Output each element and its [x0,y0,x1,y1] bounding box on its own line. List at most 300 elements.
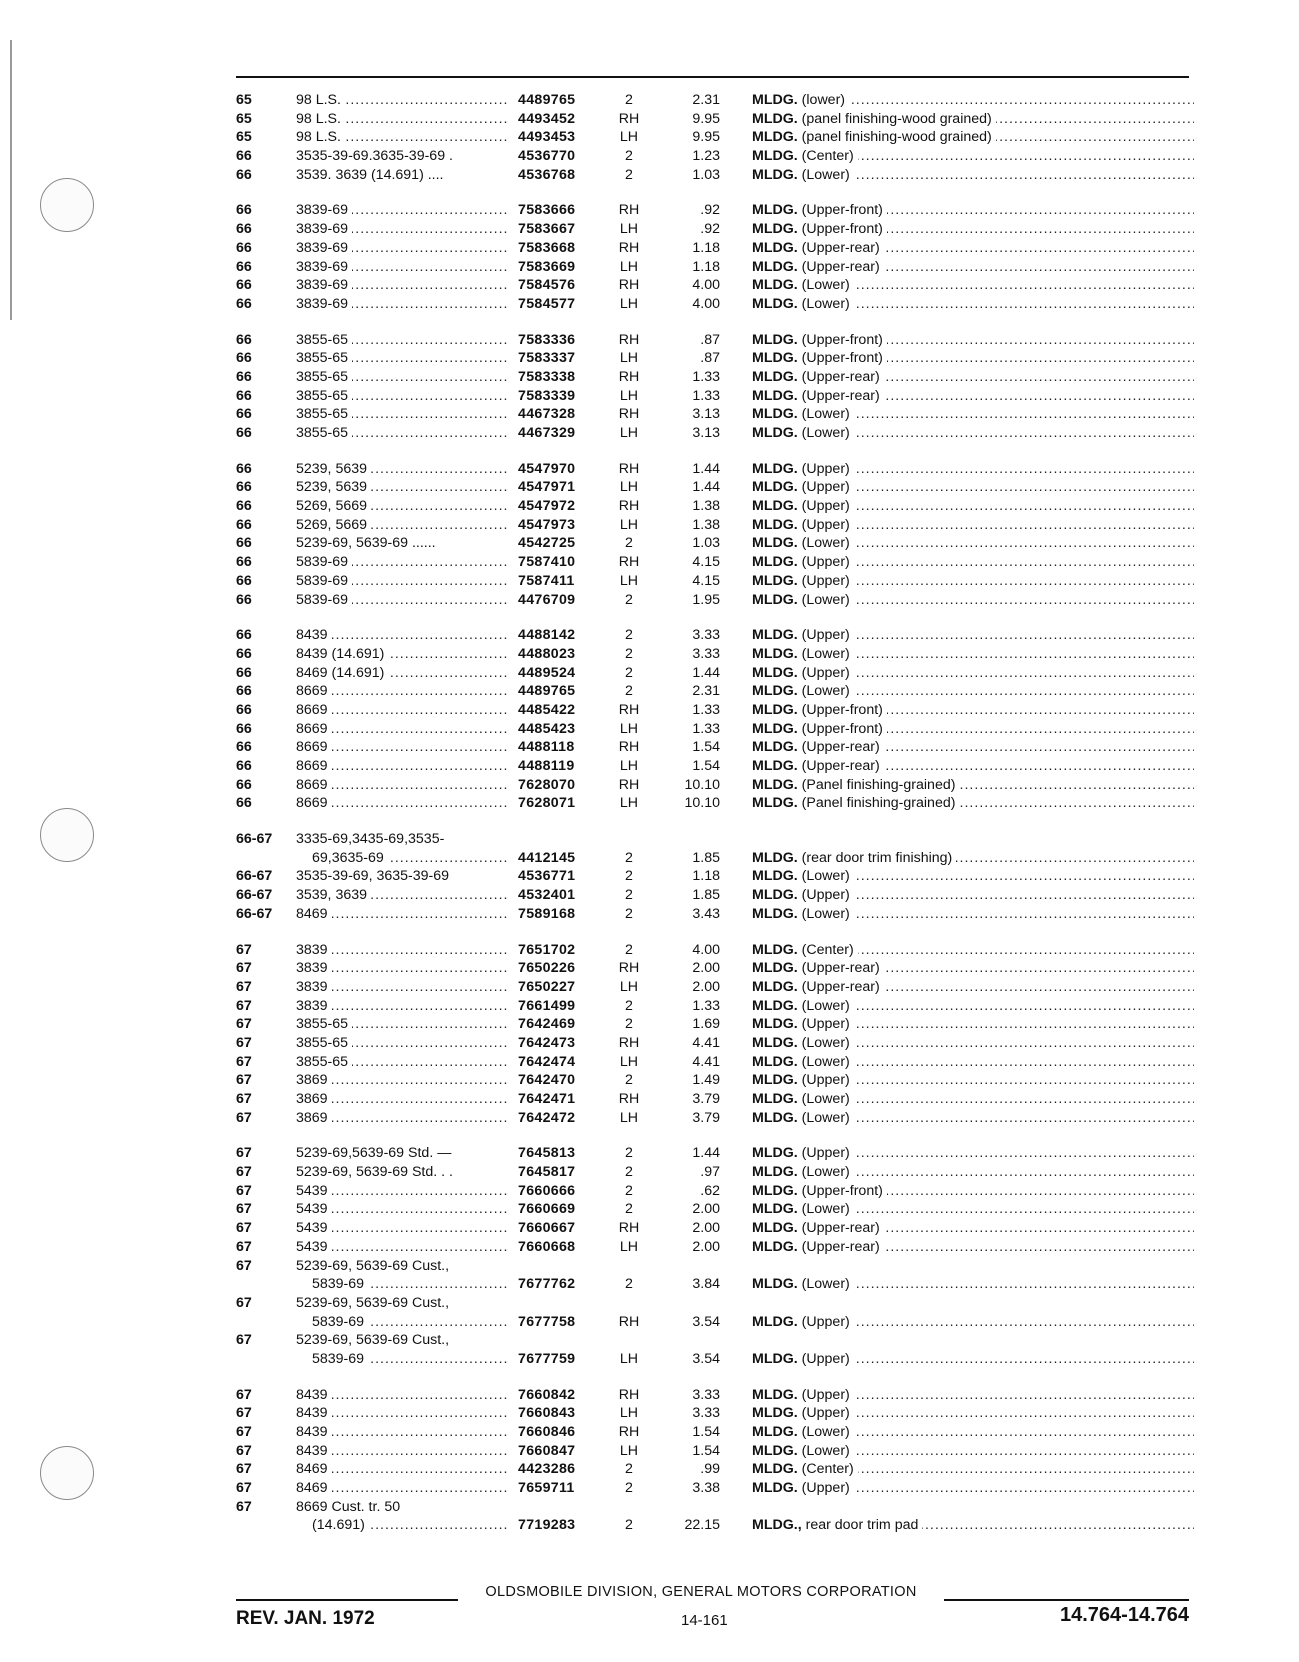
part-detail: (Lower) [801,905,850,922]
quantity: RH [618,1424,640,1440]
quantity: 2 [625,849,633,866]
header-rule [236,76,1189,78]
part-number: 7583668 [518,239,576,256]
price: 3.13 [692,406,720,423]
quantity: 2 [625,1517,633,1534]
list-item [236,1404,1196,1423]
part-description [752,1498,1194,1517]
model-year: 66-67 [236,868,273,885]
model-numbers: 8469 (14.691) ..... [296,664,508,683]
quantity: 2 [625,1072,633,1089]
part-description [752,1479,1194,1498]
part-number: 7583669 [518,258,576,275]
part-description [752,516,1194,535]
price: 1.85 [692,849,720,866]
model-numbers: 3335-69,3435-69,3535- [296,830,508,849]
quantity: LH [619,795,639,812]
price: 2.31 [692,92,720,108]
model-year: 67 [236,1220,252,1237]
list-item [236,1257,1196,1276]
part-number: 4488142 [518,627,576,644]
model-numbers: 8669 ..... [296,794,508,813]
price: 1.33 [692,720,720,737]
quantity: LH [619,129,639,146]
part-number: 4489524 [518,664,576,681]
list-item [236,478,1196,497]
part-name: MLDG. [752,277,798,294]
model-numbers: 8439 ..... [296,1442,508,1461]
model-year: 67 [236,1053,252,1070]
price: 10.10 [684,776,720,793]
part-detail: (Upper) [801,1350,850,1367]
model-year: 66 [236,554,252,571]
model-year: 67 [236,997,252,1014]
model-numbers: 5439 ..... [296,1238,508,1257]
part-detail: (Panel finishing-grained) [801,795,956,812]
price: 1.95 [692,591,720,608]
part-detail: (Upper) [801,1480,850,1497]
quantity: RH [618,202,640,219]
footer-rule-left [236,1599,458,1601]
part-number: 7660668 [518,1238,576,1255]
part-name: MLDG. [752,776,798,793]
list-item [236,349,1196,368]
model-numbers: 5839-69 ..... [296,1350,508,1369]
list-item [236,276,1196,295]
part-name: MLDG. [752,148,798,165]
model-year: 66 [236,479,252,496]
part-detail: (Lower) [801,1091,850,1107]
model-year: 66 [236,739,252,756]
list-item [236,978,1196,997]
model-numbers: 3855-65 ..... [296,331,508,350]
model-year: 66 [236,460,252,477]
part-number: 7677759 [518,1350,576,1367]
part-name: MLDG. [752,1442,798,1459]
part-number: 4493453 [518,129,576,146]
quantity: RH [618,406,640,423]
price: 4.00 [692,277,720,294]
model-year: 66-67 [236,905,273,922]
part-detail: (Upper-rear) [801,758,880,774]
part-name: MLDG. [752,997,798,1014]
part-description [752,886,1194,905]
part-name: MLDG. [752,295,798,312]
quantity: 2 [625,997,633,1014]
model-year: 66 [236,258,252,275]
model-numbers: 98 L.S. ..... [296,110,508,129]
part-number: 4547972 [518,498,576,515]
price: 1.18 [692,868,720,885]
model-year: 66 [236,758,252,774]
part-detail: (Lower) [801,868,850,885]
quantity: LH [619,1442,639,1459]
part-description [752,867,1194,886]
part-detail: (Upper) [801,572,850,589]
model-numbers: 3855-65 ..... [296,1053,508,1072]
model-year: 66 [236,350,252,367]
price: 10.10 [684,795,720,812]
price: 1.85 [692,887,720,904]
part-number: 4423286 [518,1461,576,1478]
part-name: MLDG. [752,331,798,348]
model-numbers: 8669 ..... [296,776,508,795]
model-year: 66 [236,720,252,737]
price: .87 [700,331,720,348]
model-numbers: 69,3635-69 ..... [296,849,508,868]
model-numbers: 5439 ..... [296,1200,508,1219]
quantity: 2 [625,905,633,922]
part-detail: (Lower) [801,591,850,608]
model-numbers: 5839-69 ..... [296,572,508,591]
part-description [752,794,1194,813]
part-name: MLDG. [752,887,798,904]
part-number: 4467329 [518,425,576,441]
price: 22.15 [684,1517,720,1534]
model-year: 67 [236,1332,252,1349]
part-name: MLDG. [752,1164,798,1181]
part-description [752,1331,1194,1350]
quantity: LH [619,258,639,275]
model-year: 66 [236,591,252,608]
part-number: 7642472 [518,1109,576,1126]
price: 1.18 [692,239,720,256]
part-name: MLDG. [752,1145,798,1162]
quantity: RH [618,701,640,718]
quantity: 2 [625,1145,633,1162]
list-item [236,239,1196,258]
price: 1.54 [692,758,720,774]
part-name: MLDG. [752,1182,798,1199]
model-numbers: 3539, 3639 ..... [296,886,508,905]
model-year: 67 [236,1238,252,1255]
model-numbers: 5439 ..... [296,1219,508,1238]
list-item [236,166,1196,185]
price: 1.03 [692,166,720,183]
part-description [752,941,1194,960]
price: 1.18 [692,258,720,275]
part-number: 7660843 [518,1405,576,1422]
quantity: LH [619,1109,639,1126]
model-numbers: 8669 ..... [296,738,508,757]
part-name: MLDG. [752,350,798,367]
model-numbers: 8439 ..... [296,1404,508,1423]
part-detail: (Lower) [801,1164,850,1181]
list-item [236,1034,1196,1053]
part-description [752,201,1194,220]
part-name: MLDG. [752,368,798,385]
price: 4.41 [692,1053,720,1070]
part-description [752,1182,1194,1201]
part-detail: (Lower) [801,425,850,441]
part-detail: (Lower) [801,1276,850,1293]
list-item [236,1498,1196,1517]
part-name: MLDG. [752,960,798,977]
part-description [752,1275,1194,1294]
part-name: MLDG. [752,1091,798,1107]
quantity: LH [619,425,639,441]
footer-corporation: OLDSMOBILE DIVISION, GENERAL MOTORS CORPORATION [485,1584,917,1600]
list-item [236,1460,1196,1479]
part-number: 7642473 [518,1034,576,1051]
part-name: MLDG. [752,535,798,552]
model-numbers: 3839-69 ..... [296,295,508,314]
quantity: RH [618,739,640,756]
part-detail: (Lower) [801,1201,850,1218]
part-number: 4412145 [518,849,576,866]
model-numbers: 3869 ..... [296,1109,508,1128]
part-name: MLDG. [752,1386,798,1403]
list-item [236,147,1196,166]
quantity: 2 [625,868,633,885]
part-description [752,91,1194,110]
quantity: LH [619,720,639,737]
part-name: MLDG., [752,1517,802,1534]
price: 1.69 [692,1016,720,1033]
price: 1.54 [692,739,720,756]
part-number: 7583339 [518,387,576,404]
model-numbers: 5239, 5639 ..... [296,460,508,479]
list-item [236,572,1196,591]
part-detail: (Lower) [801,535,850,552]
list-item [236,331,1196,350]
part-description [752,959,1194,978]
part-detail: (Upper-front) [801,1182,883,1199]
model-numbers: 3855-65 ..... [296,349,508,368]
part-number: 7628071 [518,795,576,812]
quantity: RH [618,960,640,977]
quantity: RH [618,1313,640,1330]
footer-section-number: 14.764-14.764 [1059,1604,1189,1626]
model-numbers: 3839 ..... [296,978,508,997]
quantity: RH [618,239,640,256]
part-description [752,1386,1194,1405]
quantity: 2 [625,887,633,904]
list-item [236,626,1196,645]
model-numbers: 5239-69,5639-69 Std. — [296,1144,508,1163]
model-year: 65 [236,110,252,127]
part-description [752,849,1194,868]
model-year: 66 [236,368,252,385]
part-description [752,830,1194,849]
price: 4.00 [692,941,720,958]
part-number: 7589168 [518,905,576,922]
model-year: 67 [236,1405,252,1422]
part-name: MLDG. [752,221,798,238]
list-item [236,405,1196,424]
part-number: 7583667 [518,221,576,238]
part-detail: (Upper) [801,1145,850,1162]
part-description [752,497,1194,516]
part-description [752,1516,1194,1535]
part-name: MLDG. [752,258,798,275]
part-description [752,1163,1194,1182]
model-year: 66 [236,535,252,552]
quantity: LH [619,516,639,533]
part-name: MLDG. [752,202,798,219]
part-number: 7660667 [518,1220,576,1237]
model-year: 67 [236,1201,252,1218]
part-name: MLDG. [752,941,798,958]
model-year: 67 [236,941,252,958]
part-number: 4493452 [518,110,576,127]
quantity: 2 [625,1182,633,1199]
part-description [752,1034,1194,1053]
model-numbers: 8439 ..... [296,1386,508,1405]
part-number: 7583337 [518,350,576,367]
part-number: 7583666 [518,202,576,219]
list-item [236,682,1196,701]
quantity: LH [619,1238,639,1255]
part-detail: (Upper) [801,1016,850,1033]
model-numbers: 5239-69, 5639-69 Cust., [296,1294,508,1313]
part-number: 4485422 [518,701,576,718]
model-year: 66-67 [236,887,273,904]
part-detail: rear door trim pad [805,1517,919,1534]
part-description [752,405,1194,424]
list-item [236,1331,1196,1350]
model-year: 66 [236,425,252,441]
part-number: 7642474 [518,1053,576,1070]
part-name: MLDG. [752,110,798,127]
part-detail: (Upper-rear) [801,368,880,385]
price: 1.38 [692,516,720,533]
part-description [752,1294,1194,1313]
model-year: 67 [236,1480,252,1497]
part-name: MLDG. [752,720,798,737]
price: 1.33 [692,387,720,404]
quantity: RH [618,460,640,477]
model-year: 66 [236,701,252,718]
model-year: 66 [236,498,252,515]
part-detail: (lower) [801,92,846,108]
part-description [752,553,1194,572]
model-year: 65 [236,129,252,146]
part-detail: (Upper-rear) [801,1220,880,1237]
model-year: 67 [236,1257,252,1274]
list-item [236,1144,1196,1163]
part-detail: (Upper) [801,1072,850,1089]
part-detail: (Upper) [801,887,850,904]
part-detail: (Upper) [801,479,850,496]
part-description [752,664,1194,683]
price: 3.79 [692,1109,720,1126]
quantity: 2 [625,645,633,662]
model-numbers: 3855-65 ..... [296,368,508,387]
list-item [236,701,1196,720]
list-item [236,1423,1196,1442]
quantity: 2 [625,664,633,681]
quantity: LH [619,350,639,367]
list-item [236,553,1196,572]
part-number: 7660842 [518,1386,576,1403]
price: 3.33 [692,1386,720,1403]
part-description [752,1200,1194,1219]
part-name: MLDG. [752,1201,798,1218]
list-item [236,1182,1196,1201]
model-numbers: 98 L.S. ..... [296,91,508,110]
part-detail: (Lower) [801,277,850,294]
part-detail: (rear door trim finishing) [801,849,953,866]
model-year: 67 [236,978,252,995]
list-item [236,849,1196,868]
part-detail: (Lower) [801,166,850,183]
price: 3.79 [692,1091,720,1107]
model-numbers: 3535-39-69, 3635-39-69 [296,867,508,886]
price: 2.00 [692,1220,720,1237]
part-name: MLDG. [752,683,798,700]
part-number: 4542725 [518,535,576,552]
model-year: 66 [236,572,252,589]
list-item [236,220,1196,239]
part-description [752,626,1194,645]
part-name: MLDG. [752,758,798,774]
model-year: 66 [236,166,252,183]
price: 1.33 [692,368,720,385]
part-name: MLDG. [752,978,798,995]
list-item [236,424,1196,443]
part-description [752,1350,1194,1369]
list-item [236,1219,1196,1238]
list-item [236,1386,1196,1405]
part-description [752,368,1194,387]
price: .99 [700,1461,720,1478]
model-year: 66 [236,148,252,165]
model-numbers: 8469 ..... [296,905,508,924]
part-description [752,1144,1194,1163]
model-numbers: 5269, 5669 ..... [296,516,508,535]
part-name: MLDG. [752,239,798,256]
part-name: MLDG. [752,1461,798,1478]
part-name: MLDG. [752,1405,798,1422]
model-year: 66 [236,516,252,533]
part-detail: (Lower) [801,683,850,700]
part-detail: (Upper) [801,498,850,515]
part-detail: (Lower) [801,645,850,662]
part-number: 7628070 [518,776,576,793]
model-numbers: 3839 ..... [296,959,508,978]
quantity: RH [618,554,640,571]
part-description [752,276,1194,295]
list-item [236,1109,1196,1128]
part-number: 7587410 [518,554,576,571]
part-description [752,387,1194,406]
price: 9.95 [692,129,720,146]
part-number: 4547973 [518,516,576,533]
part-description [752,110,1194,129]
model-numbers: 5239-69, 5639-69 ...... [296,534,508,553]
model-year: 66 [236,295,252,312]
part-name: MLDG. [752,479,798,496]
model-numbers: 3839-69 ..... [296,258,508,277]
model-year: 66 [236,406,252,423]
part-name: MLDG. [752,1424,798,1440]
model-numbers: 5239, 5639 ..... [296,478,508,497]
quantity: RH [618,368,640,385]
part-detail: (Upper-front) [801,350,883,367]
quantity: RH [618,331,640,348]
list-item [236,941,1196,960]
part-detail: (Upper-rear) [801,1238,880,1255]
model-year: 67 [236,1164,252,1181]
list-item [236,1294,1196,1313]
part-detail: (Upper-front) [801,202,883,219]
part-name: MLDG. [752,1109,798,1126]
part-description [752,128,1194,147]
part-description [752,460,1194,479]
model-numbers: 3839 ..... [296,997,508,1016]
model-numbers: 8439 ..... [296,626,508,645]
